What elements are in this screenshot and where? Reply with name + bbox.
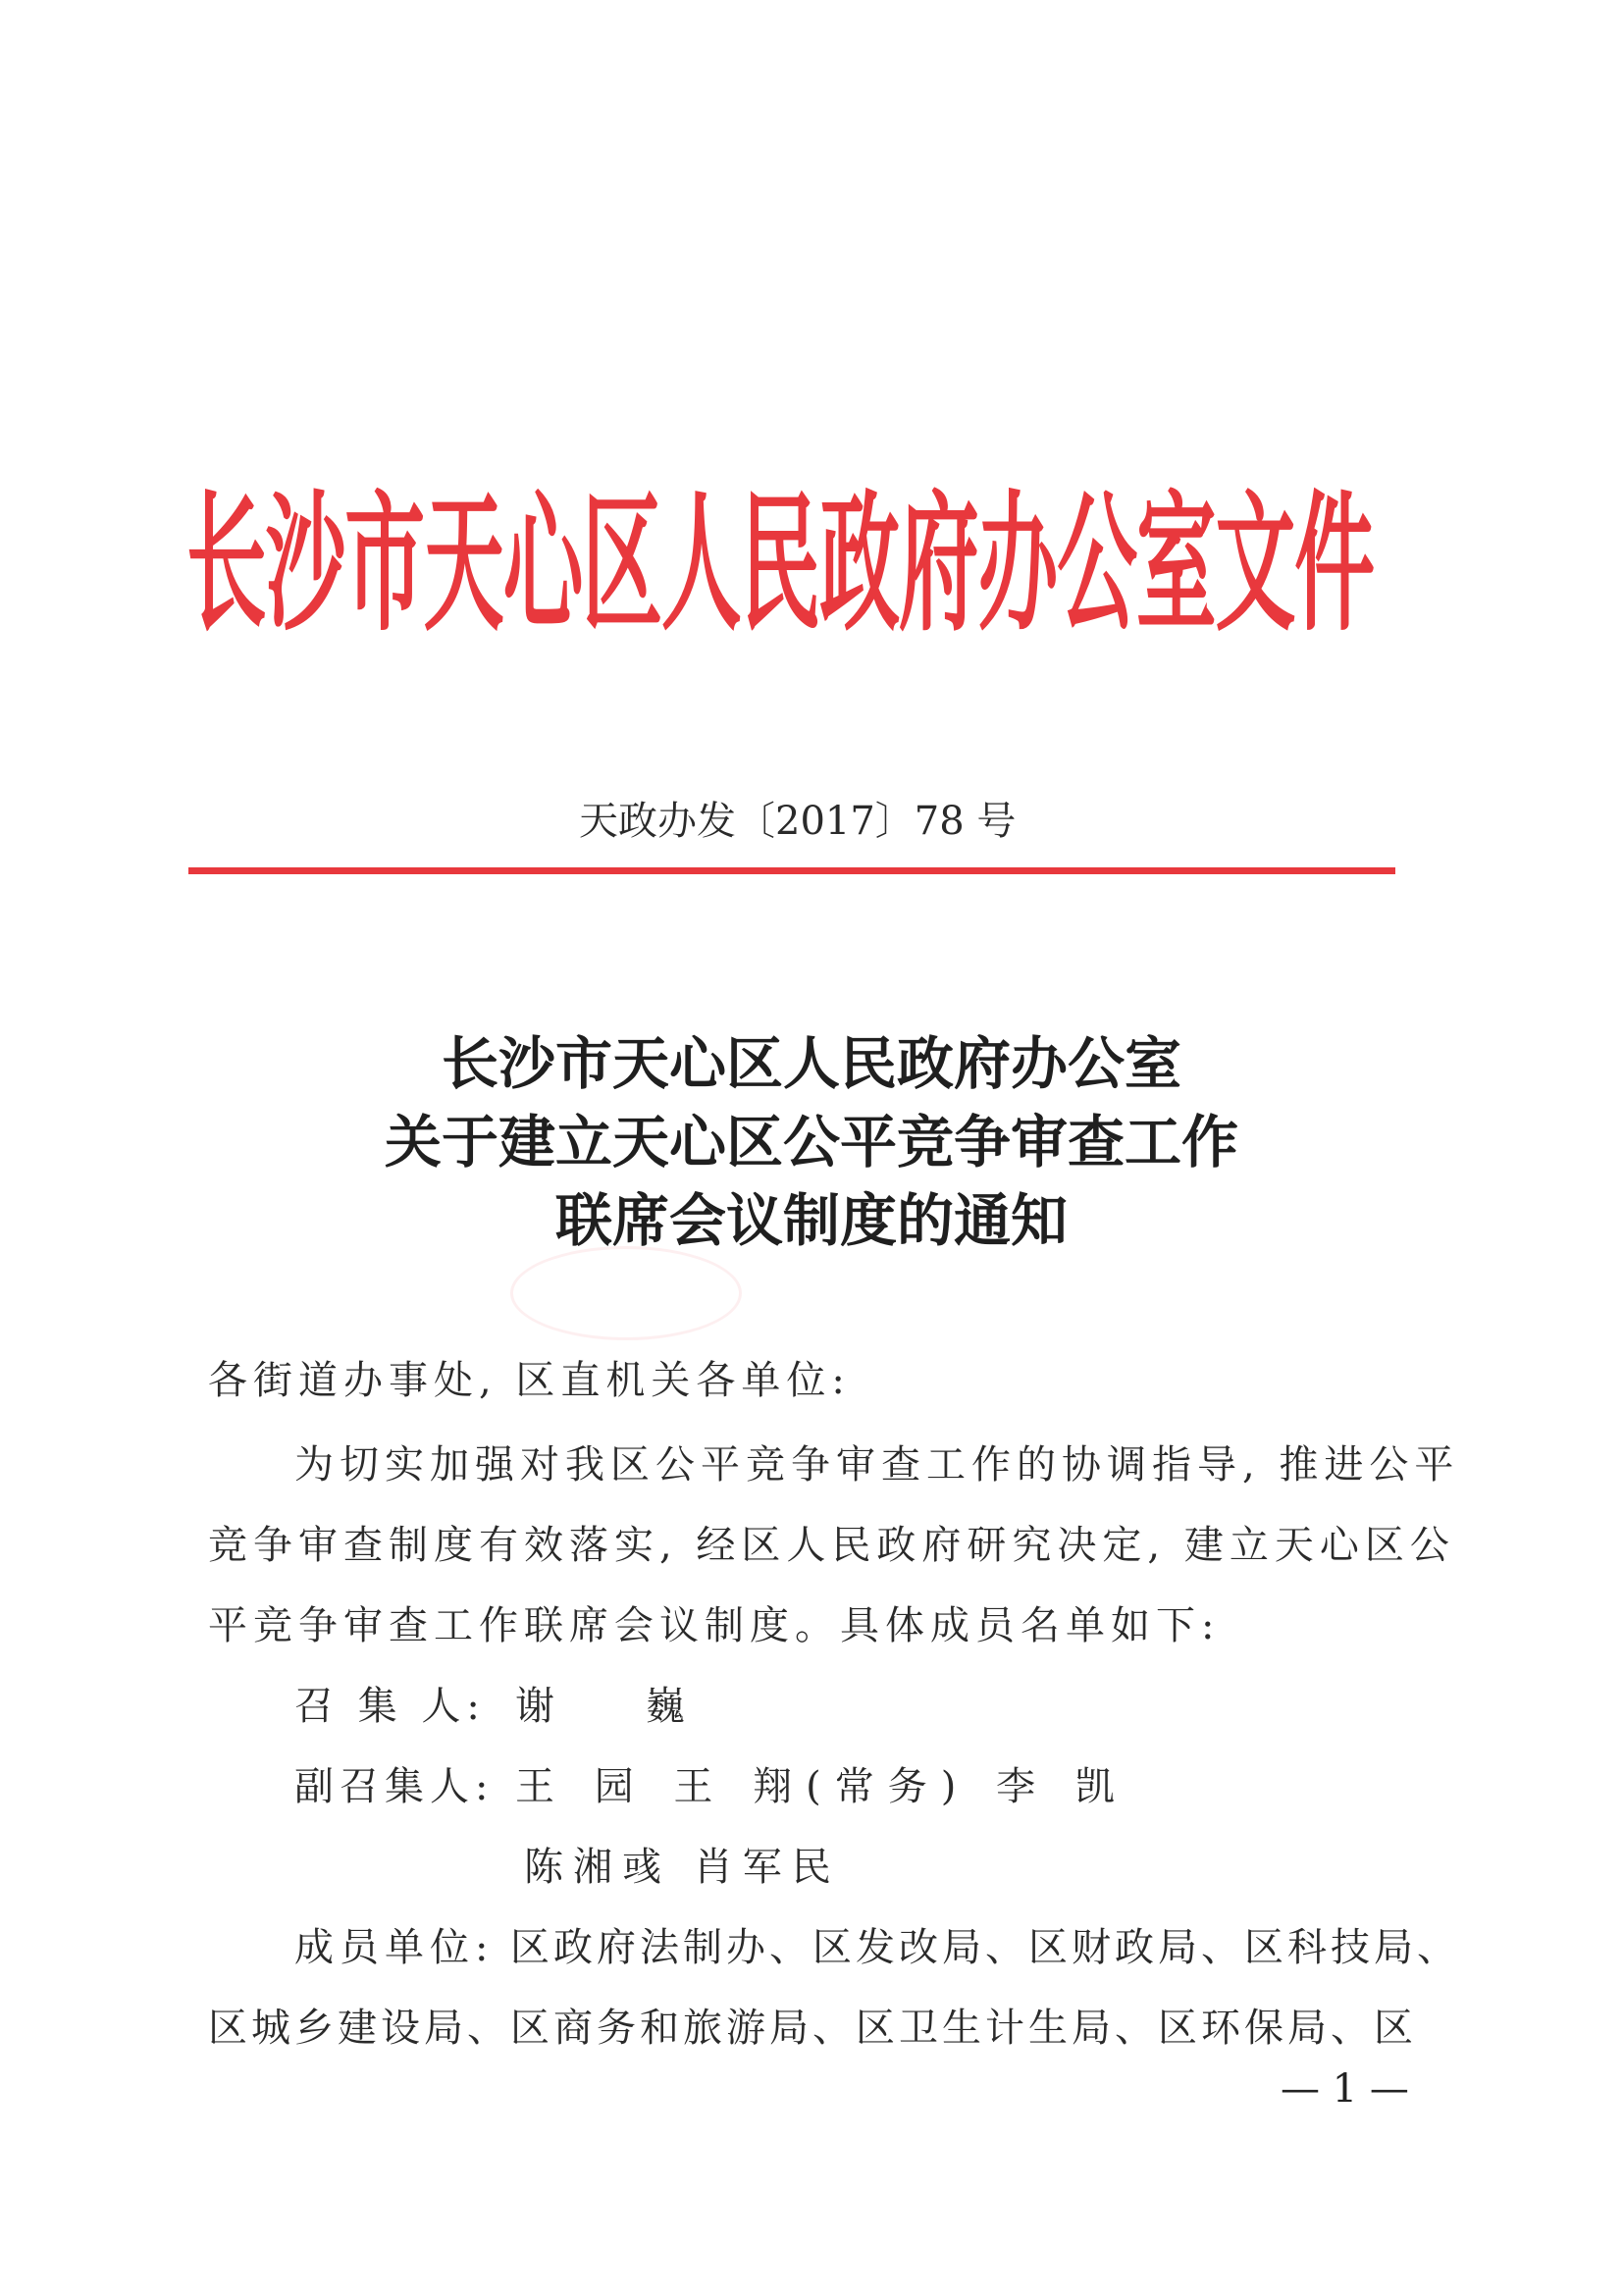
document-masthead: 长沙市天心区人民政府办公室文件 [186, 475, 1374, 652]
member-units-label: 成员单位: [294, 1925, 495, 1970]
page-number: — 1 — [1281, 2066, 1409, 2112]
document-title-line-1: 长沙市天心区人民政府办公室 [441, 1030, 1181, 1097]
faint-seal-mark [510, 1246, 742, 1340]
paragraph-line: 竞争审查制度有效落实, 经区人民政府研究决定, 建立天心区公 [208, 1523, 1455, 1568]
vice-convener-label: 副召集人: [294, 1764, 495, 1809]
document-title-line-2: 关于建立天心区公平竞争审查工作 [384, 1109, 1238, 1175]
paragraph-line: 为切实加强对我区公平竞争审查工作的协调指导, 推进公平 [294, 1442, 1460, 1487]
document-title-line-3: 联席会议制度的通知 [554, 1187, 1068, 1254]
vice-convener-names: 王 园 王 翔(常务) 李 凯 [515, 1764, 1128, 1809]
paragraph-line: 平竞争审查工作联席会议制度。具体成员名单如下: [208, 1603, 1221, 1648]
convener-name: 谢 巍 [515, 1684, 724, 1729]
vice-convener-names: 陈湘彧 肖军民 [524, 1845, 841, 1890]
convener-label: 召 集 人: [294, 1684, 486, 1729]
salutation: 各街道办事处, 区直机关各单位: [208, 1358, 851, 1403]
red-divider-line [188, 867, 1395, 874]
document-number: 天政办发〔2017〕78 号 [579, 799, 1017, 844]
member-units-line: 区城乡建设局、区商务和旅游局、区卫生计生局、区环保局、区 [208, 2006, 1417, 2051]
member-units-line: 区政府法制办、区发改局、区财政局、区科技局、 [510, 1925, 1460, 1970]
